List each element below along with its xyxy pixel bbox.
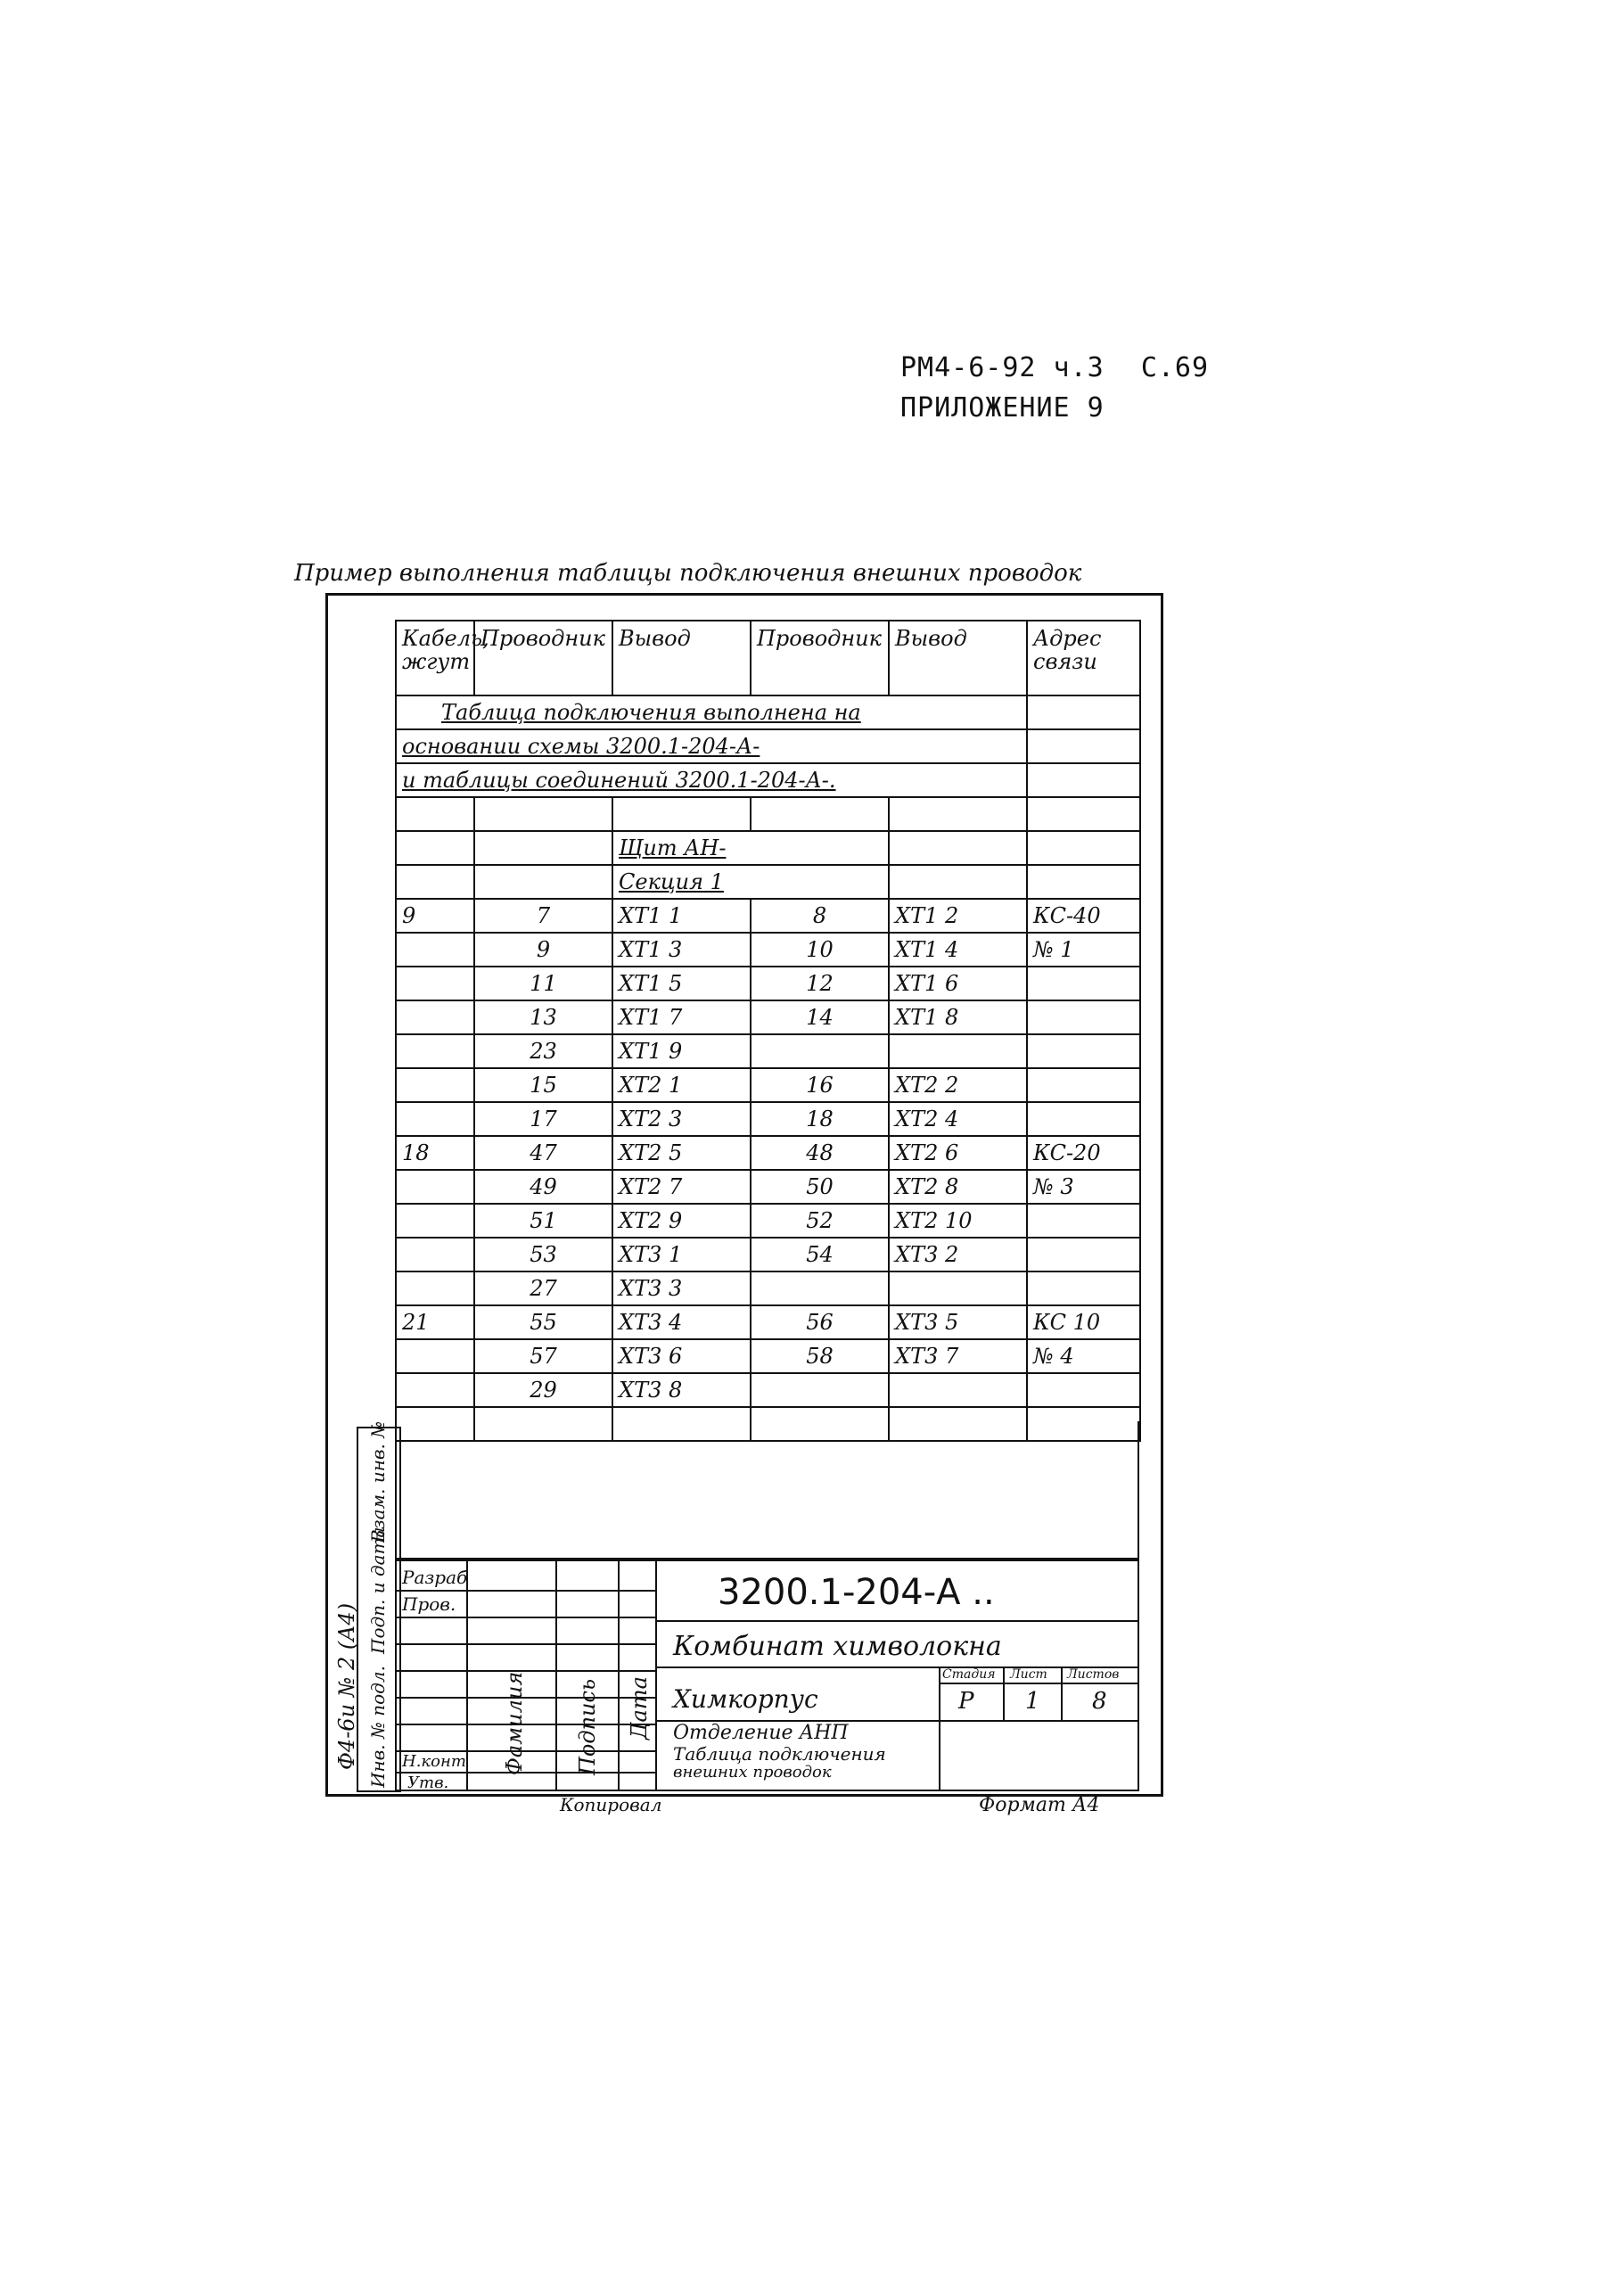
table-header-row xyxy=(396,621,1140,695)
table-cell xyxy=(751,1034,889,1068)
table-cell xyxy=(1027,1373,1140,1407)
doc-title-line-2: Таблица подключения xyxy=(673,1743,886,1765)
table-cell: 17 xyxy=(474,1102,612,1136)
connection-table xyxy=(395,620,1141,1442)
table-cell: 15 xyxy=(474,1068,612,1102)
table-cell: ХТ3 1 xyxy=(612,1238,751,1271)
table-row xyxy=(396,1238,1140,1271)
table-cell: ХТ3 8 xyxy=(612,1373,751,1407)
table-cell: КС-20 xyxy=(1027,1136,1140,1170)
table-cell xyxy=(889,1034,1027,1068)
table-cell: 54 xyxy=(751,1238,889,1271)
table-cell xyxy=(1027,797,1140,831)
stage-value: Р xyxy=(958,1688,974,1715)
table-cell xyxy=(1027,831,1140,865)
table-row xyxy=(396,1068,1140,1102)
table-cell: № 1 xyxy=(1027,933,1140,967)
table-cell xyxy=(396,967,474,1000)
table-cell: ХТ2 8 xyxy=(889,1170,1027,1204)
table-cell: ХТ1 1 xyxy=(612,899,751,933)
side-stamp-label-1: Инв. № подл. xyxy=(367,1666,389,1788)
table-cell: 27 xyxy=(474,1271,612,1305)
table-cell: 56 xyxy=(751,1305,889,1339)
stage-label: Стадия xyxy=(942,1667,996,1682)
table-row xyxy=(396,1136,1140,1170)
appendix-title: ПРИЛОЖЕНИЕ 9 xyxy=(900,392,1105,424)
table-cell: 14 xyxy=(751,1000,889,1034)
col-label-surname: Фамилия xyxy=(502,1671,527,1775)
table-row xyxy=(396,967,1140,1000)
table-cell: 9 xyxy=(396,899,474,933)
table-cell: КС-40 xyxy=(1027,899,1140,933)
table-cell: № 4 xyxy=(1027,1339,1140,1373)
table-cell: ХТ2 5 xyxy=(612,1136,751,1170)
doc-title-line-3: внешних проводок xyxy=(673,1763,832,1782)
col-label-signature: Подпись xyxy=(575,1678,600,1775)
table-cell xyxy=(396,1000,474,1034)
role-developer: Разраб xyxy=(402,1567,468,1588)
table-cell: 12 xyxy=(751,967,889,1000)
table-cell: 21 xyxy=(396,1305,474,1339)
table-cell: ХТ3 2 xyxy=(889,1238,1027,1271)
table-cell xyxy=(889,1373,1027,1407)
table-cell: ХТ1 3 xyxy=(612,933,751,967)
table-row xyxy=(396,1271,1140,1305)
table-cell: 23 xyxy=(474,1034,612,1068)
table-cell xyxy=(474,831,612,865)
table-cell xyxy=(1027,763,1140,797)
blank-area xyxy=(395,1421,1139,1559)
table-cell: 49 xyxy=(474,1170,612,1204)
table-row xyxy=(396,1204,1140,1238)
table-cell: КС 10 xyxy=(1027,1305,1140,1339)
table-cell: ХТ3 3 xyxy=(612,1271,751,1305)
table-cell xyxy=(396,1170,474,1204)
sheets-value: 8 xyxy=(1092,1688,1107,1715)
table-cell xyxy=(396,831,474,865)
table-cell: № 3 xyxy=(1027,1170,1140,1204)
table-cell xyxy=(396,1204,474,1238)
section-row xyxy=(396,865,1140,899)
note-row xyxy=(396,729,1140,763)
organization-name: Комбинат химволокна xyxy=(673,1631,1002,1662)
table-cell: ХТ1 9 xyxy=(612,1034,751,1068)
table-cell xyxy=(1027,1102,1140,1136)
table-row xyxy=(396,933,1140,967)
note-line-1: Таблица подключения выполнена на xyxy=(396,695,1027,729)
blank-row xyxy=(396,797,1140,831)
table-cell xyxy=(1027,967,1140,1000)
table-cell: 13 xyxy=(474,1000,612,1034)
table-cell: 55 xyxy=(474,1305,612,1339)
sheet-value: 1 xyxy=(1025,1688,1040,1715)
table-cell xyxy=(1027,695,1140,729)
role-approved: Утв. xyxy=(407,1773,449,1792)
table-cell: 7 xyxy=(474,899,612,933)
table-cell: ХТ2 10 xyxy=(889,1204,1027,1238)
table-cell xyxy=(396,865,474,899)
table-cell xyxy=(1027,1034,1140,1068)
table-row xyxy=(396,1339,1140,1373)
role-checked: Пров. xyxy=(402,1593,456,1615)
table-cell: ХТ3 5 xyxy=(889,1305,1027,1339)
table-cell: ХТ2 1 xyxy=(612,1068,751,1102)
table-cell: ХТ1 8 xyxy=(889,1000,1027,1034)
table-cell xyxy=(1027,1238,1140,1271)
section-title: Секция 1 xyxy=(612,865,889,899)
table-cell: ХТ1 5 xyxy=(612,967,751,1000)
table-cell xyxy=(1027,1204,1140,1238)
page-number: С.69 xyxy=(1140,352,1210,383)
note-row xyxy=(396,695,1140,729)
table-row xyxy=(396,1305,1140,1339)
table-cell: ХТ2 4 xyxy=(889,1102,1027,1136)
doc-title-line-1: Отделение АНП xyxy=(673,1722,849,1744)
col-label-date: Дата xyxy=(627,1676,652,1740)
table-cell: ХТ2 7 xyxy=(612,1170,751,1204)
side-stamp-form: Ф4-6и № 2 (А4) xyxy=(334,1602,359,1770)
table-cell: 11 xyxy=(474,967,612,1000)
table-row xyxy=(396,1102,1140,1136)
table-cell: ХТ1 6 xyxy=(889,967,1027,1000)
table-cell: 47 xyxy=(474,1136,612,1170)
table-row xyxy=(396,1034,1140,1068)
table-cell xyxy=(396,1373,474,1407)
table-cell: 48 xyxy=(751,1136,889,1170)
side-stamp-label-3: Взам. инв. № xyxy=(367,1420,389,1543)
table-cell: 58 xyxy=(751,1339,889,1373)
note-line-2: основании схемы 3200.1-204-А- xyxy=(396,729,1027,763)
table-cell: 16 xyxy=(751,1068,889,1102)
panel-row xyxy=(396,831,1140,865)
col-header-cable: Кабель, жгут xyxy=(396,621,474,695)
table-cell: ХТ1 7 xyxy=(612,1000,751,1034)
table-cell xyxy=(1027,865,1140,899)
table-cell xyxy=(396,1238,474,1271)
table-cell: ХТ3 6 xyxy=(612,1339,751,1373)
table-row xyxy=(396,1000,1140,1034)
table-cell: 18 xyxy=(751,1102,889,1136)
table-cell: 9 xyxy=(474,933,612,967)
table-cell xyxy=(889,831,1027,865)
copied-label: Копировал xyxy=(560,1794,662,1815)
table-cell: 10 xyxy=(751,933,889,967)
table-cell xyxy=(396,1068,474,1102)
table-cell: 8 xyxy=(751,899,889,933)
doc-code-text: РМ4-6-92 ч.3 xyxy=(900,352,1105,383)
table-cell xyxy=(396,1102,474,1136)
col-header-terminal-1: Вывод xyxy=(612,621,751,695)
title-block xyxy=(395,1559,1139,1791)
table-cell: ХТ1 4 xyxy=(889,933,1027,967)
col-header-terminal-2: Вывод xyxy=(889,621,1027,695)
building-name: Химкорпус xyxy=(673,1684,818,1714)
table-cell xyxy=(396,1034,474,1068)
table-cell xyxy=(474,865,612,899)
table-cell: ХТ1 2 xyxy=(889,899,1027,933)
table-cell xyxy=(396,933,474,967)
table-cell: ХТ2 2 xyxy=(889,1068,1027,1102)
table-cell xyxy=(396,1271,474,1305)
table-cell xyxy=(612,797,751,831)
table-cell xyxy=(889,1271,1027,1305)
table-cell xyxy=(1027,1271,1140,1305)
table-row xyxy=(396,1373,1140,1407)
table-cell xyxy=(751,1271,889,1305)
table-caption: Пример выполнения таблицы подключения внешних проводок xyxy=(294,560,1082,587)
table-cell xyxy=(1027,1000,1140,1034)
table-cell xyxy=(474,797,612,831)
format-label: Формат А4 xyxy=(979,1794,1100,1816)
col-header-conductor-1: Проводник xyxy=(474,621,612,695)
note-line-3: и таблицы соединений 3200.1-204-А-. xyxy=(396,763,1027,797)
table-row xyxy=(396,899,1140,933)
table-cell: 29 xyxy=(474,1373,612,1407)
table-row xyxy=(396,1170,1140,1204)
table-cell: 50 xyxy=(751,1170,889,1204)
table-cell xyxy=(751,797,889,831)
table-cell: 53 xyxy=(474,1238,612,1271)
col-header-conductor-2: Проводник xyxy=(751,621,889,695)
sheet-label: Лист xyxy=(1010,1667,1047,1682)
table-cell: 18 xyxy=(396,1136,474,1170)
table-cell xyxy=(889,865,1027,899)
col-header-address: Адрес связи xyxy=(1027,621,1140,695)
table-cell: ХТ2 3 xyxy=(612,1102,751,1136)
table-cell: 51 xyxy=(474,1204,612,1238)
document-designation: 3200.1-204-А .. xyxy=(718,1572,995,1613)
side-stamp-label-2: Подп. и дата xyxy=(367,1527,389,1654)
sheets-label: Листов xyxy=(1067,1667,1120,1682)
table-cell: 57 xyxy=(474,1339,612,1373)
table-cell: ХТ3 4 xyxy=(612,1305,751,1339)
panel-title: Щит АН- xyxy=(612,831,889,865)
table-cell xyxy=(1027,1068,1140,1102)
doc-code xyxy=(900,352,1209,383)
table-cell xyxy=(1027,729,1140,763)
role-norm-control: Н.конт xyxy=(402,1752,466,1771)
table-cell xyxy=(751,1373,889,1407)
table-cell: ХТ2 6 xyxy=(889,1136,1027,1170)
table-cell: 52 xyxy=(751,1204,889,1238)
table-cell xyxy=(396,1339,474,1373)
table-cell xyxy=(889,797,1027,831)
table-cell xyxy=(396,797,474,831)
note-row xyxy=(396,763,1140,797)
table-cell: ХТ2 9 xyxy=(612,1204,751,1238)
table-cell: ХТ3 7 xyxy=(889,1339,1027,1373)
